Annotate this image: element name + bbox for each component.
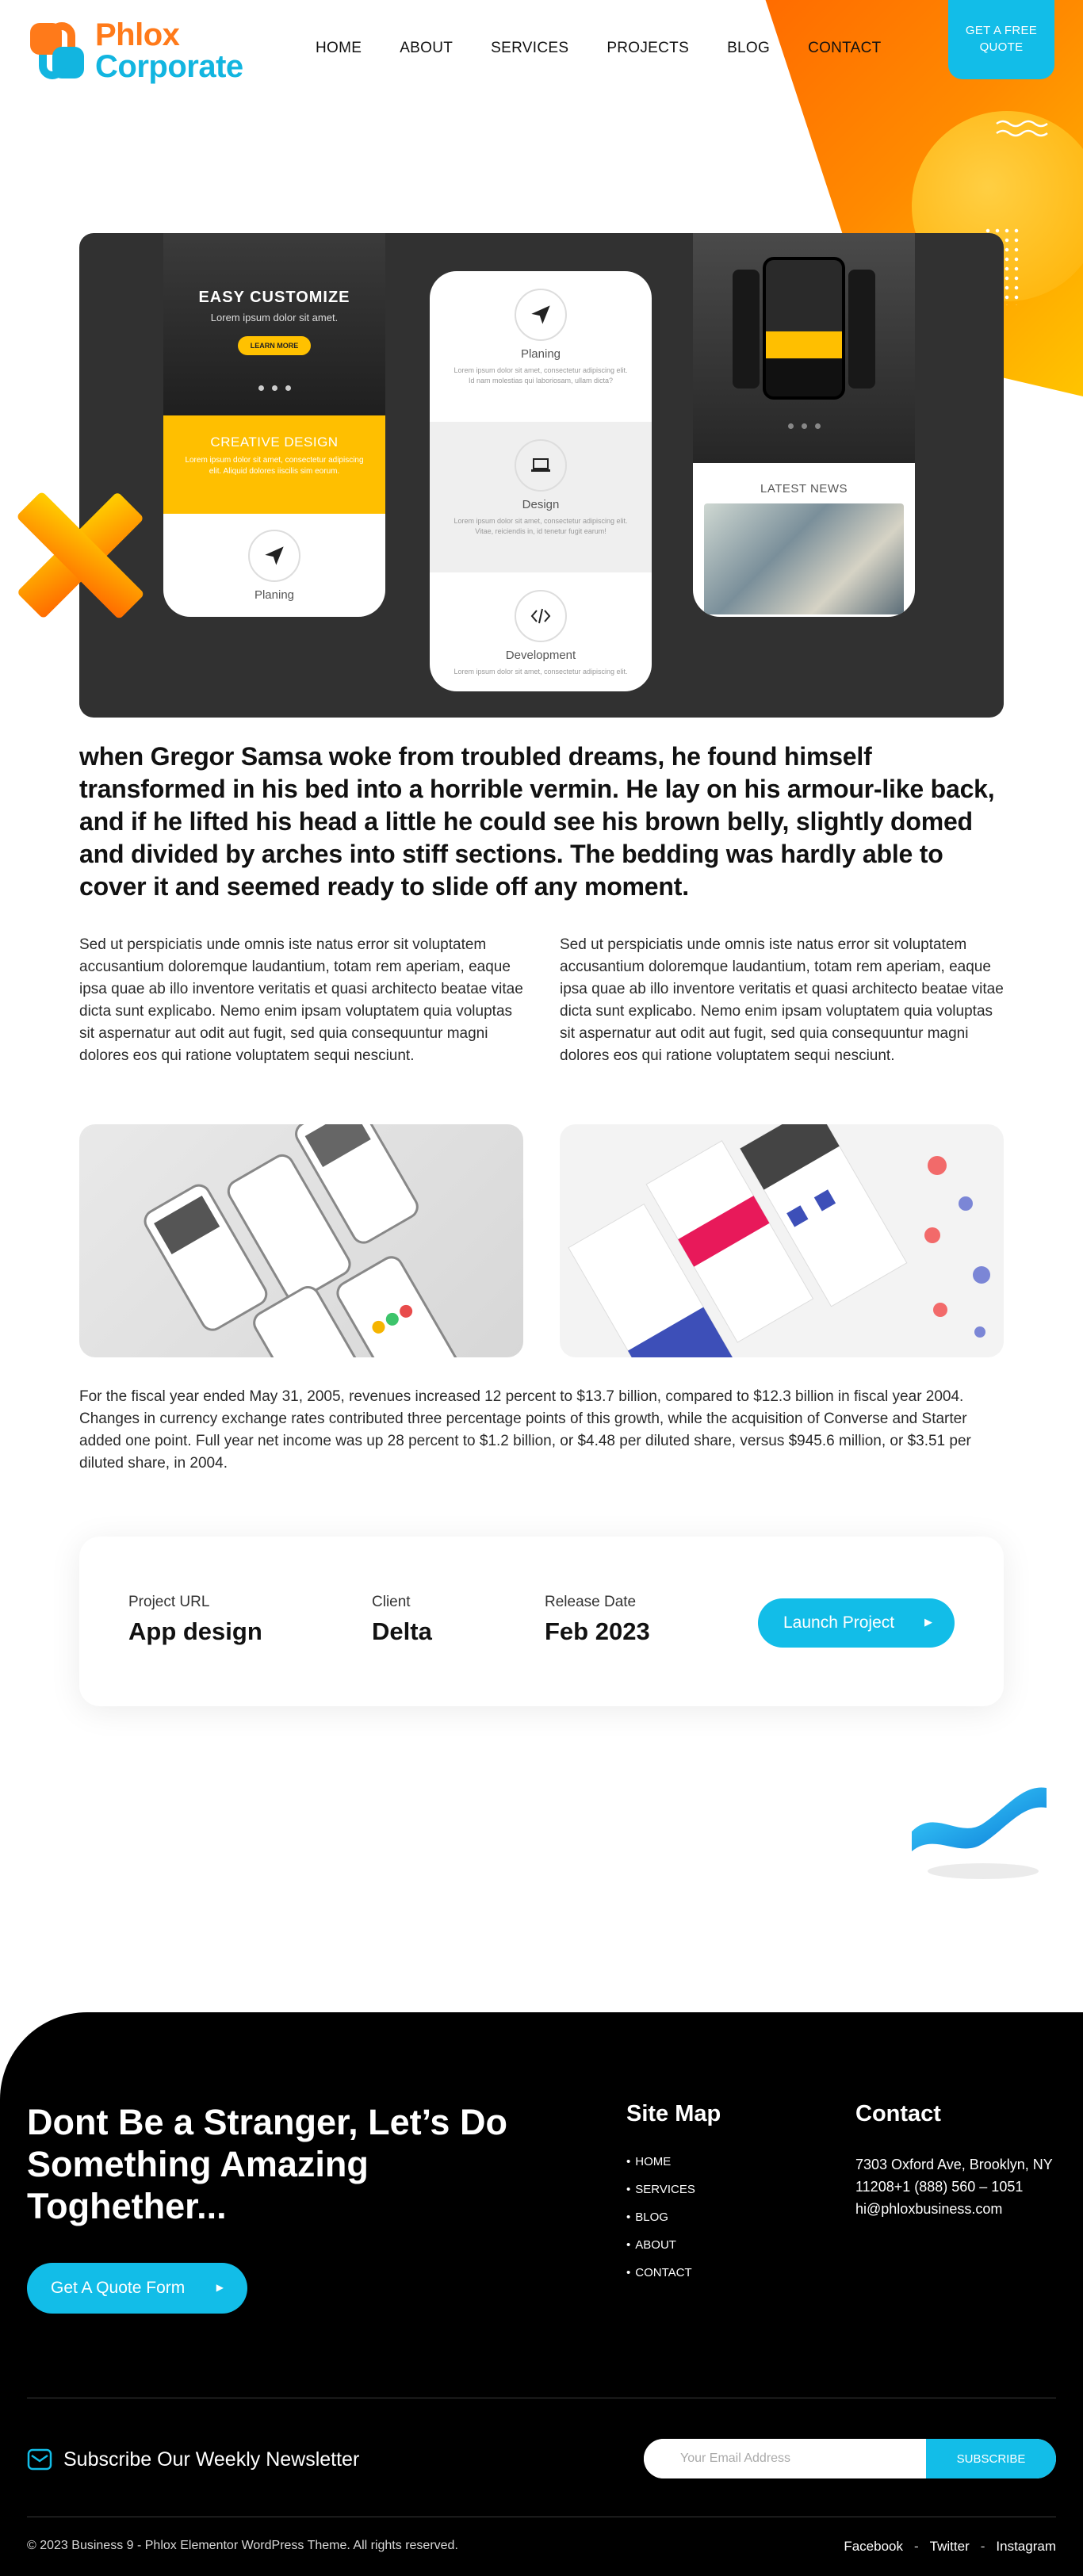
mail-icon — [27, 2447, 52, 2472]
latest-news-label: LATEST NEWS — [760, 482, 848, 496]
contact-info — [855, 2153, 1062, 2220]
paper-plane-icon — [515, 289, 567, 341]
release-date-label: Release Date — [545, 1594, 637, 1610]
phone1-button: LEARN MORE — [238, 336, 312, 355]
site-header — [0, 0, 1083, 95]
email-input[interactable] — [644, 2439, 926, 2478]
feature-label: Design — [522, 498, 560, 511]
social-links: Facebook - Twitter - Instagram — [844, 2539, 1056, 2554]
project-url-label: Project URL — [128, 1594, 210, 1610]
logo-text-line2: Corporate — [95, 49, 243, 84]
phone1-subtitle: Lorem ipsum dolor sit amet. — [210, 312, 339, 323]
footer-title: Dont Be a Stranger, Let’s Do Something Amazing Toghether... — [27, 2102, 507, 2226]
launch-project-button[interactable] — [758, 1598, 955, 1648]
social-facebook-link[interactable]: Facebook — [844, 2539, 903, 2554]
article-headline: when Gregor Samsa woke from troubled dreams, he found himself transformed in his bed into a horrible vermin. He lay on his armour-like back, and if he lifted his head a little he could see his brown belly, slightly domed and divided by arches into stiff sections. The bedding was hardly able to cover it and seemed ready to slide off any moment. — [79, 742, 995, 901]
launch-project-label: Launch Project — [783, 1613, 895, 1632]
project-info-card — [79, 1537, 1004, 1706]
social-twitter-link[interactable]: Twitter — [929, 2539, 970, 2554]
get-quote-form-button[interactable] — [27, 2263, 247, 2314]
social-instagram-link[interactable]: Instagram — [996, 2539, 1056, 2554]
sitemap-item-home[interactable]: • HOME — [626, 2155, 695, 2168]
phone1-title: EASY CUSTOMIZE — [198, 289, 350, 306]
get-free-quote-button[interactable]: GET A FREE QUOTE — [948, 0, 1054, 79]
phone1-feature-label: Planing — [254, 588, 295, 602]
sitemap-item-services[interactable]: • SERVICES — [626, 2183, 695, 2196]
sitemap-list — [626, 2155, 695, 2294]
news-photo — [704, 503, 904, 614]
decorative-wave-icon — [995, 119, 1050, 140]
phone-mockup-3 — [693, 233, 915, 617]
chevron-right-icon: ▶ — [216, 2282, 224, 2293]
get-quote-form-label: Get A Quote Form — [51, 2279, 186, 2297]
slider-dots — [693, 423, 915, 429]
nav-services[interactable]: SERVICES — [491, 40, 569, 56]
site-logo[interactable] — [27, 19, 243, 82]
feature-text: Lorem ipsum dolor sit amet, consectetur adipiscing elit. — [453, 668, 628, 676]
paragraph-left: Sed ut perspiciatis unde omnis iste natus error sit voluptatem accusantium doloremque laudantium, totam rem aperiam, eaque ipsa quae ab illo inventore veritatis et quasi architecto beatae vitae dicta sunt explicabo. Nemo enim ipsam voluptatem quia voluptas sit aspernatur aut odit aut fugit, sed quia consequuntur magni dolores eos qui ratione voluptatem sequi nesciunt. — [79, 936, 523, 1064]
project-url-value: App design — [128, 1617, 262, 1645]
app-screens-image-right — [560, 1124, 1004, 1357]
newsletter-label-block — [27, 2447, 359, 2472]
client-label: Client — [372, 1594, 411, 1610]
phone3-inner-screen — [763, 257, 845, 400]
sitemap-item-contact[interactable]: • CONTACT — [626, 2266, 695, 2279]
code-icon — [515, 590, 567, 642]
hero-image — [79, 233, 1004, 718]
nav-projects[interactable]: PROJECTS — [607, 40, 690, 56]
phone1-section-title: CREATIVE DESIGN — [210, 434, 339, 450]
decorative-cross-icon — [0, 479, 166, 637]
newsletter-label: Subscribe Our Weekly Newsletter — [63, 2448, 360, 2471]
sitemap-item-about[interactable]: • ABOUT — [626, 2238, 695, 2252]
phone-mockup-1 — [163, 233, 385, 617]
logo-text-line1: Phlox — [95, 17, 180, 52]
release-date-value: Feb 2023 — [545, 1617, 650, 1645]
paragraph-right: Sed ut perspiciatis unde omnis iste natus error sit voluptatem accusantium doloremque laudantium, totam rem aperiam, eaque ipsa quae ab illo inventore veritatis et quasi architecto beatae vitae dicta sunt explicabo. Nemo enim ipsam voluptatem quia voluptas sit aspernatur aut odit aut fugit, sed quia consequuntur magni dolores eos qui ratione voluptatem sequi nesciunt. — [560, 936, 1004, 1064]
chevron-right-icon: ▶ — [924, 1616, 932, 1628]
site-footer — [0, 2012, 1083, 2576]
nav-contact[interactable]: CONTACT — [808, 40, 882, 56]
laptop-icon — [515, 439, 567, 492]
client-value: Delta — [372, 1617, 432, 1645]
subscribe-button[interactable]: SUBSCRIBE — [926, 2439, 1056, 2478]
contact-heading: Contact — [855, 2101, 941, 2126]
feature-label: Planing — [520, 347, 561, 361]
sitemap-heading: Site Map — [626, 2101, 721, 2126]
copyright-text: © 2023 Business 9 - Phlox Elementor WordPress Theme. All rights reserved. — [27, 2539, 458, 2552]
contact-address: 7303 Oxford Ave, Brooklyn, NY 11208+1 (888) 560 – 1051 — [855, 2157, 1053, 2195]
fiscal-paragraph: For the fiscal year ended May 31, 2005, revenues increased 12 percent to $13.7 billion, compared to $12.3 billion in fiscal year 2004. Changes in currency exchange rates contributed three percentage points of this growth, while the acquisition of Converse and Starter added one point. Full year net income was up 28 percent to $1.2 billion, or $4.48 per diluted share, versus $945.6 million, or $3.51 per diluted share, in 2004. — [79, 1388, 971, 1472]
main-nav — [316, 40, 920, 57]
paper-plane-icon — [248, 530, 300, 582]
logo-icon — [27, 20, 87, 82]
sitemap-item-blog[interactable]: • BLOG — [626, 2210, 695, 2224]
app-screens-image-left — [79, 1124, 523, 1357]
decorative-3d-wave-icon — [904, 1776, 1054, 1887]
feature-text: Lorem ipsum dolor sit amet, consectetur adipiscing elit. Id nam molestias qui laboriosam, ullam dicta? — [453, 366, 628, 385]
phone-mockup-2 — [430, 271, 652, 691]
phone1-section-text: Lorem ipsum dolor sit amet, consectetur adipiscing elit. Aliquid dolores iiscilis sim eorum. — [185, 456, 364, 476]
newsletter-form — [644, 2439, 1056, 2478]
nav-blog[interactable]: BLOG — [727, 40, 771, 56]
slider-dots — [163, 385, 385, 391]
client-block — [372, 1594, 432, 1646]
release-date-block — [545, 1594, 650, 1646]
feature-label: Development — [505, 649, 576, 662]
nav-home[interactable]: HOME — [316, 40, 362, 56]
contact-email[interactable]: hi@phloxbusiness.com — [855, 2201, 1003, 2217]
feature-text: Lorem ipsum dolor sit amet, consectetur adipiscing elit. Vitae, reiciendis in, id tenetur fugit earum! — [453, 517, 628, 535]
project-url-block — [128, 1594, 262, 1646]
nav-about[interactable]: ABOUT — [400, 40, 453, 56]
